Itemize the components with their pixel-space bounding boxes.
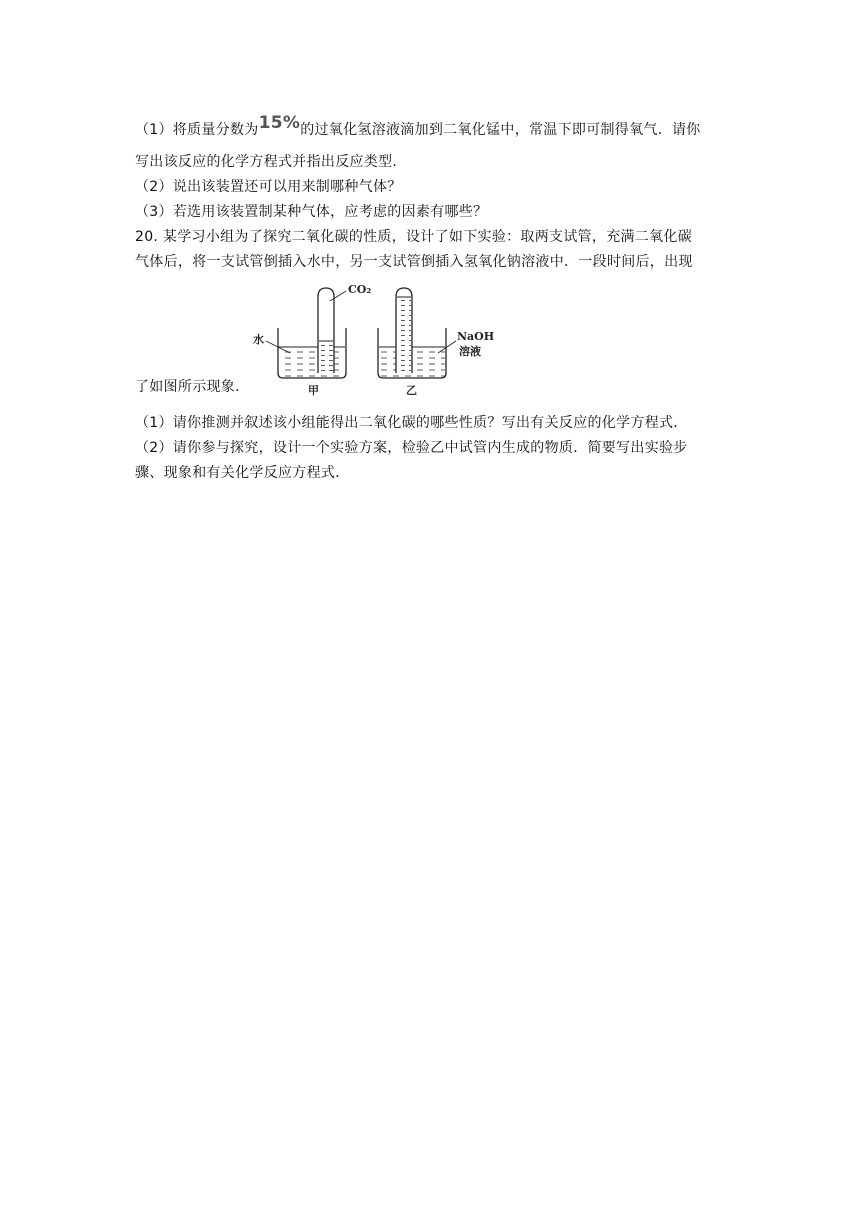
question-20-line-3: 了如图所示现象．	[135, 379, 250, 395]
percent-value: 15%	[258, 113, 301, 133]
label-water: 水	[253, 333, 264, 346]
label-co2: CO₂	[348, 283, 372, 296]
label-solution: 溶液	[459, 345, 481, 358]
question-20-line-2: 气体后，将一支试管倒插入水中，另一支试管倒插入氢氧化钠溶液中．一段时间后，出现	[135, 254, 693, 270]
q1-text-a: （1）将质量分数为	[135, 122, 259, 138]
question-20-line-1: 20. 某学习小组为了探究二氧化碳的性质，设计了如下实验：取两支试管，充满二氧化碳	[135, 229, 693, 245]
question-1-part-1-line-2: 写出该反应的化学方程式并指出反应类型．	[135, 154, 407, 170]
label-yi: 乙	[406, 384, 417, 397]
co2-experiment-figure	[248, 283, 508, 398]
beaker-jia	[278, 328, 346, 378]
label-jia: 甲	[308, 384, 319, 397]
question-1-part-1-line-1	[135, 113, 735, 141]
experiment-diagram	[248, 283, 508, 398]
test-tube-yi	[396, 288, 412, 373]
question-20-part-2-line-1: （2）请你参与探究，设计一个实验方案，检验乙中试管内生成的物质．简要写出实验步	[135, 440, 688, 456]
question-20-part-1: （1）请你推测并叙述该小组能得出二氧化碳的哪些性质？写出有关反应的化学方程式．	[135, 415, 688, 431]
question-1-part-2: （2）说出该装置还可以用来制哪种气体？	[135, 179, 402, 195]
question-20-part-2-line-2: 骤、现象和有关化学反应方程式．	[135, 465, 350, 481]
label-naoh: NaOH	[457, 330, 495, 343]
question-1-part-3: （3）若选用该装置制某种气体，应考虑的因素有哪些？	[135, 204, 488, 220]
q1-text-b: 的过氧化氢溶液滴加到二氧化锰中，常温下即可制得氧气．请你	[300, 122, 701, 138]
test-tube-jia	[318, 288, 334, 373]
